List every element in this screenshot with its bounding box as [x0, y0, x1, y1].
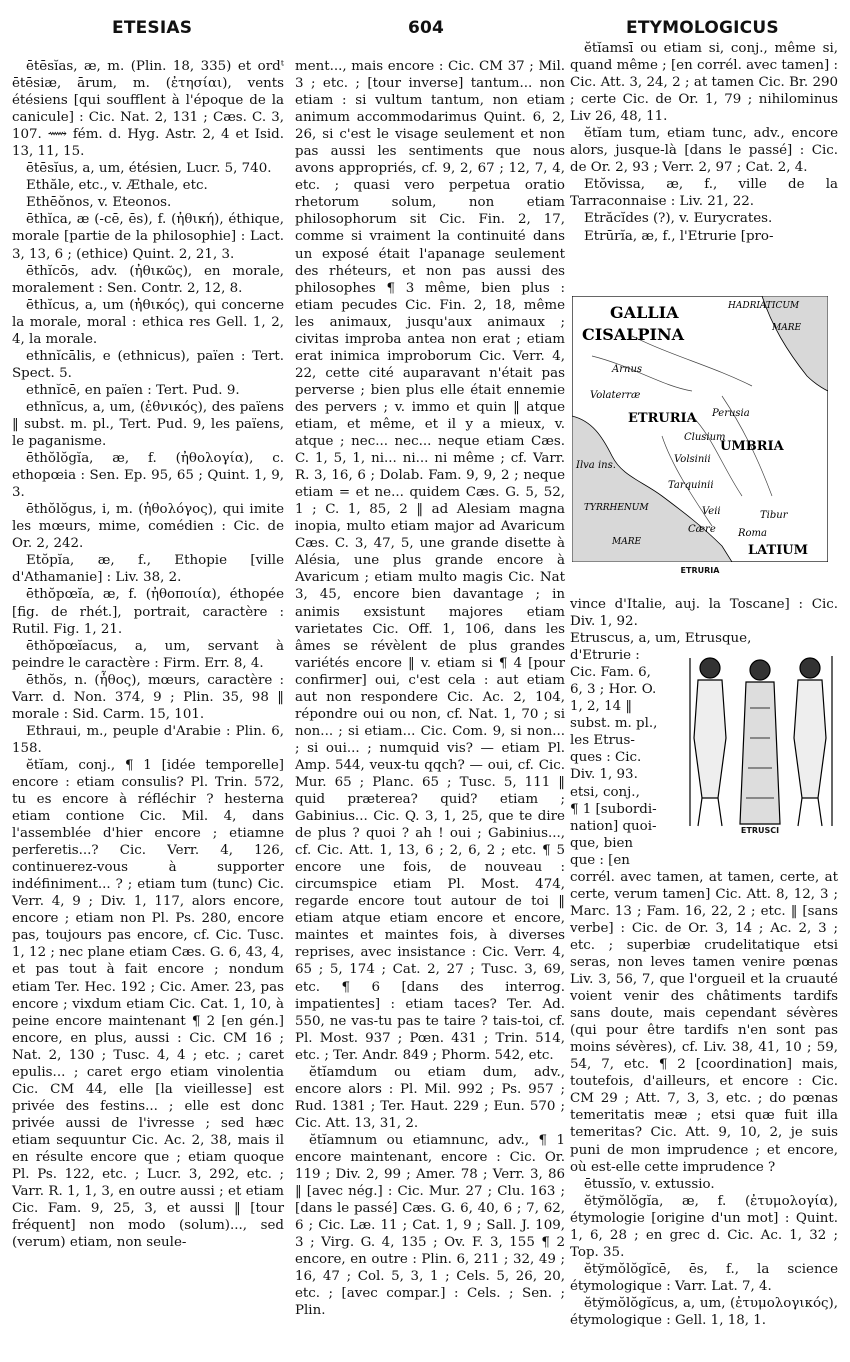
etsi-line: que, bien	[570, 835, 634, 851]
entry-col3a-3: Etrăcĭdes (?), v. Eurycrates.	[584, 211, 773, 227]
etruria-map	[572, 296, 828, 562]
entry-col3b-0: corrél. avec tamen, at tamen, certe, at certe, verum tamen] Cic. Att. 8, 12, 3 ; Marc. 13 ; Fam. 16, 22, 2 ; etc. ‖ [sans verbe] : Cic. de Or. 3, 14 ; Ac. 2, 3 ; etc. ; superbiæ crudelitatique etsi seras, non leves tamen venire pœnas Liv. 3, 56, 7, que l'orgueil et la cruauté voient venir des châtiments tardifs sans doute, mais cependant sévères (qui pour être tardifs n'en sont pas moins sévères), cf. Liv. 38, 41, 10 ; 59, 54, 7, etc. ¶ 2 [coordination] mais, toutefois, d'ailleurs, et encore : Cic. CM 29 ; Att. 7, 3, 3, etc. ; do pœnas temeritatis meæ ; etsi quæ fuit illa temeritas? Cic. Att. 9, 10, 2, je suis puni de mon imprudence ; et encore, où est-elle cette imprudence ?	[570, 869, 838, 1175]
etsi-line: etsi, conj.,	[570, 784, 640, 800]
etruscus-line: Cic. Fam. 6,	[570, 665, 651, 681]
entry-col1-16: Ethraui, m., peuple d'Arabie : Plin. 6, 158.	[12, 723, 284, 756]
running-head-right: ETYMOLOGICUS	[626, 18, 779, 38]
etruscus-line: d'Etrurie :	[570, 648, 640, 664]
column-3-bottom	[570, 869, 838, 1329]
etsi-line: que : [en	[570, 852, 630, 868]
map-label-mare-bottom: MARE	[612, 537, 642, 547]
entry-col1-6: ēthĭcus, a, um (ἠθικός), qui concerne la morale, moral : ethica res Gell. 1, 2, 4, la morale.	[12, 297, 284, 347]
map-label-perusia: Perusia	[712, 408, 750, 419]
map-label-veii: Veii	[702, 506, 721, 517]
etruscan-figures-illustration	[680, 648, 840, 828]
etruscus-line: 6, 3 ; Hor. O.	[570, 682, 657, 698]
entry-col1-1: ētēsĭus, a, um, étésien, Lucr. 5, 740.	[26, 161, 272, 177]
entry-col3b-3: ĕtўmŏlŏgĭcē, ēs, f., la science étymologique : Varr. Lat. 7, 4.	[570, 1261, 838, 1294]
column-2	[295, 58, 565, 1319]
entry-col1-17: ĕtĭam, conj., ¶ 1 [idée temporelle] encore : etiam consulis? Pl. Trin. 572, tu es encore à réfléchir ? hesterna etiam contione Cic. Mil. 4, dans l'assemblée d'hier encore ; etiamne perferetis...? Cic. Verr. 4, 126, continuerez-vous à supporter indéfiniment... ? ; etiam tum (tunc) Cic. Verr. 4, 9 ; Div. 1, 117, alors encore, encore ; etiam non Pl. Ps. 280, encore pas, toujours pas encore, cf. Cic. Tusc. 1, 12 ; nec plane etiam Cæs. G. 6, 43, 4, et pas tout à fait encore ; nondum etiam Ter. Hec. 192 ; Cic. Amer. 23, pas encore ; vixdum etiam Cic. Cat. 1, 10, à peine encore maintenant ¶ 2 [en gén.] encore, en plus, aussi : Cic. CM 16 ; Nat. 2, 130 ; Tusc. 4, 4 ; etc. ; caret epulis... ; caret ergo etiam vinolentia Cic. CM 44, elle [la vieillesse] est privée des festins... ; elle est donc privée aussi de l'ivresse ; sed hæc etiam sequuntur Cic. Ac. 2, 38, mais il en résulte encore que ; etiam quoque Pl. Ps. 122, etc. ; Lucr. 3, 292, etc. ; Varr. R. 1, 1, 3, en outre aussi ; et etiam Cic. Fam. 9, 25, 3, et aussi ‖ [tour fréquent] non modo (solum)..., sed (verum) etiam, non seule-	[12, 757, 284, 1251]
entry-col1-7: ethnĭcālis, e (ethnicus), païen : Tert. Spect. 5.	[12, 348, 284, 381]
etruscus-line: Div. 1, 93.	[570, 767, 638, 783]
entry-col1-12: Etŏpĭa, æ, f., Ethopie [ville d'Athamanie] : Liv. 38, 2.	[12, 553, 284, 586]
map-label-cisalpina: CISALPINA	[582, 325, 684, 344]
entry-col1-5: ēthĭcōs, adv. (ἠθικῶς), en morale, moralement : Sen. Contr. 2, 12, 8.	[12, 263, 284, 296]
entry-col3a-4: Etrūrĭa, æ, f., l'Etrurie [pro-	[584, 228, 774, 244]
map-label-latium: LATIUM	[748, 543, 808, 558]
entry-col2-0: ment..., mais encore : Cic. CM 37 ; Mil. 3 ; etc. ; [tour inverse] tantum... non etiam : si vultum tantum, non etiam animum accommodarimus Quint. 6, 2, 26, si c'est le visage seulement et non pas aussi les sentiments que nous avons appropriés, cf. 9, 2, 67 ; 12, 7, 4, etc. ; quasi vero perpetua oratio rhetorum solum, non etiam philosophorum sit Cic. Fin. 2, 17, comme si vraiment la continuité dans un exposé était l'apanage seulement des rhéteurs, et non pas aussi des philosophes ¶ 3 même, bien plus : etiam pecudes Cic. Fin. 2, 18, même les animaux, jusqu'aux animaux ; civitas improba antea non erat ; etiam erat inimica improborum Cic. Verr. 4, 22, cette cité auparavant n'était pas perverse ; bien plus elle était ennemie des pervers ; v. immo et quin ‖ atque etiam, et même, et il y a mieux, v. atque ; nec... nec... neque etiam Cæs. C. 1, 5, 1, ni... ni... ni même ; cf. Varr. R. 3, 16, 6 ; Dolab. Fam. 9, 9, 2 ; neque etiam = et ne... quidem Cæs. G. 5, 52, 1 ; C. 1, 85, 2 ‖ ad Alesiam magna inopia, multo etiam major ad Avaricum Cæs. C. 3, 47, 5, une grande disette à Alésia, une plus grande encore à Avaricum ; etiam multo magis Cic. Nat 3, 45, encore bien davantage ; in animis exsistunt majores etiam varietates Cic. Off. 1, 106, dans les âmes se révèlent de plus grandes variétés encore ‖ v. etiam si ¶ 4 [pour confirmer] oui, c'est cela : aut etiam aut non respondere Cic. Ac. 2, 104, répondre oui ou non, cf. Nat. 1, 70 ; si non... ; si etiam... Cic. Com. 9, si non... ; si oui... ; numquid vis? — etiam Pl. Amp. 544, veux-tu qqch? — oui, cf. Cic. Mur. 65 ; Planc. 65 ; Tusc. 5, 111 ‖ quid præterea? quid? etiam ; Gabinius... Cic. Q. 3, 1, 25, que te dire de plus ? quoi ? ah ! oui ; Gabinius..., cf. Cic. Att. 1, 13, 6 ; 2, 6, 2 ; etc. ¶ 5 encore une fois, de nouveau : circumspice etiam Pl. Most. 474, regarde encore tout autour de toi ‖ etiam atque etiam encore et encore, maintes et maintes fois, à diverses reprises, avec insistance : Cic. Verr. 4, 65 ; 5, 174 ; Cat. 2, 27 ; Tusc. 3, 69, etc. ¶ 6 [dans des interrog. impatientes] : etiam taces? Ter. Ad. 550, ne vas-tu pas te taire ? tais-toi, cf. Pl. Most. 937 ; Pœn. 431 ; Trin. 514, etc. ; Ter. Andr. 849 ; Phorm. 542, etc.	[295, 59, 565, 1063]
entry-col1-2: Ethăle, etc., v. Æthale, etc.	[26, 178, 208, 194]
etsi-line: ¶ 1 [subordi-	[570, 801, 657, 817]
running-head-left: ETESIAS	[112, 18, 193, 38]
entry-col3a-2: Etŏvissa, æ, f., ville de la Tarraconnaise : Liv. 21, 22.	[570, 177, 838, 210]
entry-col3b-2: ĕtўmŏlŏgĭa, æ, f. (ἐτυμολογία), étymologie [origine d'un mot] : Quint. 1, 6, 28 ; en grec d. Cic. Ac. 1, 32 ; Top. 35.	[570, 1193, 838, 1260]
map-label-roma: Roma	[738, 528, 767, 539]
column-1	[12, 58, 284, 1251]
entry-col2-2: ĕtĭamnum ou etiamnunc, adv., ¶ 1 encore maintenant, encore : Cic. Or. 119 ; Div. 2, 99 ; Amer. 78 ; Verr. 3, 86 ‖ [avec nég.] : Cic. Mur. 27 ; Clu. 163 ; [dans le passé] Cæs. G. 6, 40, 6 ; 7, 62, 6 ; Cic. Læ. 11 ; Cat. 1, 9 ; Sall. J. 109, 3 ; Virg. G. 4, 135 ; Ov. F. 3, 155 ¶ 2 encore, en outre : Plin. 6, 211 ; 32, 49 ; 16, 47 ; Col. 5, 3, 1 ; Cels. 5, 26, 20, etc. ; [avec compar.] : Cels. ; Sen. ; Plin.	[295, 1132, 565, 1319]
map-label-hadriaticum: HADRIATICUM	[728, 301, 800, 311]
entry-col1-13: ēthŏpœĭa, æ, f. (ἠθοποιία), éthopée [fig. de rhét.], portrait, caractère : Rutil. Fig. 1, 21.	[12, 587, 284, 637]
illustration-caption: ETRUSCI	[740, 826, 780, 835]
map-label-volsinii: Volsinii	[674, 454, 711, 465]
map-label-tarquinii: Tarquinii	[668, 480, 714, 491]
entry-col1-3: Ethēŏnos, v. Eteonos.	[26, 195, 172, 211]
map-label-ilva: Ilva ins.	[576, 460, 616, 471]
map-label-etruria: ETRURIA	[628, 411, 697, 426]
map-label-caere: Cære	[688, 524, 716, 535]
entry-col1-15: ēthŏs, n. (ἦθος), mœurs, caractère : Varr. d. Non. 374, 9 ; Plin. 35, 98 ‖ morale : Sid. Carm. 15, 101.	[12, 672, 284, 722]
map-label-arnus: Arnus	[612, 364, 643, 375]
entry-col3b-1: ētussĭo, v. extussio.	[584, 1176, 715, 1192]
entry-col2-1: ĕtĭamdum ou etiam dum, adv., encore alors : Pl. Mil. 992 ; Ps. 957 ; Rud. 1381 ; Ter. Haut. 229 ; Eun. 570 ; Cic. Att. 13, 31, 2.	[295, 1064, 565, 1131]
entry-col1-10: ēthŏlŏgĭa, æ, f. (ἠθολογία), c. ethopœia : Sen. Ep. 95, 65 ; Quint. 1, 9, 3.	[12, 451, 284, 501]
map-label-clusium: Clusium	[684, 432, 726, 443]
map-label-volaterrae: Volaterræ	[590, 390, 641, 401]
column-3-top	[570, 40, 838, 245]
entry-col1-8: ethnĭcē, en païen : Tert. Pud. 9.	[26, 382, 240, 398]
etruscus-line: Etruscus, a, um, Etrusque,	[570, 631, 752, 647]
etruscus-line: 1, 2, 14 ‖	[570, 699, 633, 715]
etruscus-line: les Etrus-	[570, 733, 635, 749]
entry-col3b-4: ĕtўmŏlŏgĭcus, a, um, (ἐτυμολογικός), étymologique : Gell. 1, 18, 1.	[570, 1295, 838, 1328]
map-label-mare-top: MARE	[772, 323, 802, 333]
entry-col1-0: ētēsĭas, æ, m. (Plin. 18, 335) et ordᵗ ētēsiæ, ārum, m. (ἐτησίαι), vents étésiens [qui soufflent à l'époque de la canicule] : Cic. Nat. 2, 131 ; Cæs. C. 3, 107. ⟿ fém. d. Hyg. Astr. 2, 4 et Isid. 13, 11, 15.	[12, 59, 284, 160]
map-label-gallia: GALLIA	[610, 303, 679, 322]
entry-col1-14: ēthŏpœĭacus, a, um, servant à peindre le caractère : Firm. Err. 8, 4.	[12, 638, 284, 671]
map-label-tibur: Tibur	[760, 510, 788, 521]
entry-etruria-cont: vince d'Italie, auj. la Toscane] : Cic. Div. 1, 92.	[570, 597, 838, 630]
map-caption: ETRURIA	[680, 566, 720, 575]
entry-col1-11: ēthŏlŏgus, i, m. (ἠθολόγος), qui imite les mœurs, mime, comédien : Cic. de Or. 2, 242.	[12, 502, 284, 552]
etruscus-line: ques : Cic.	[570, 750, 642, 766]
etsi-line: nation] quoi-	[570, 818, 657, 834]
map-label-umbria: UMBRIA	[720, 439, 784, 454]
entry-col3a-0: ĕtĭamsī ou etiam si, conj., même si, quand même ; [en corrél. avec tamen] : Cic. Att. 3, 24, 2 ; at tamen Cic. Br. 290 ; certe Cic. de Or. 1, 79 ; nihilominus Liv 26, 48, 11.	[570, 41, 838, 125]
map-label-tyrrhenum: TYRRHENUM	[584, 503, 649, 513]
entry-col3a-1: ĕtĭam tum, etiam tunc, adv., encore alors, jusque-là [dans le passé] : Cic. de Or. 2, 93 ; Verr. 2, 97 ; Cat. 2, 4.	[570, 126, 838, 176]
entry-col1-9: ethnĭcus, a, um, (ἐθνικός), des païens ‖ subst. m. pl., Tert. Pud. 9, les païens, le paganisme.	[12, 399, 284, 450]
entry-col1-4: ēthĭca, æ (-cē, ēs), f. (ἠθική), éthique, morale [partie de la philosophie] : Lact. 3, 13, 6 ; (ethice) Quint. 2, 21, 3.	[12, 212, 284, 262]
page-number: 604	[408, 18, 445, 38]
etruscus-line: subst. m. pl.,	[570, 716, 658, 732]
